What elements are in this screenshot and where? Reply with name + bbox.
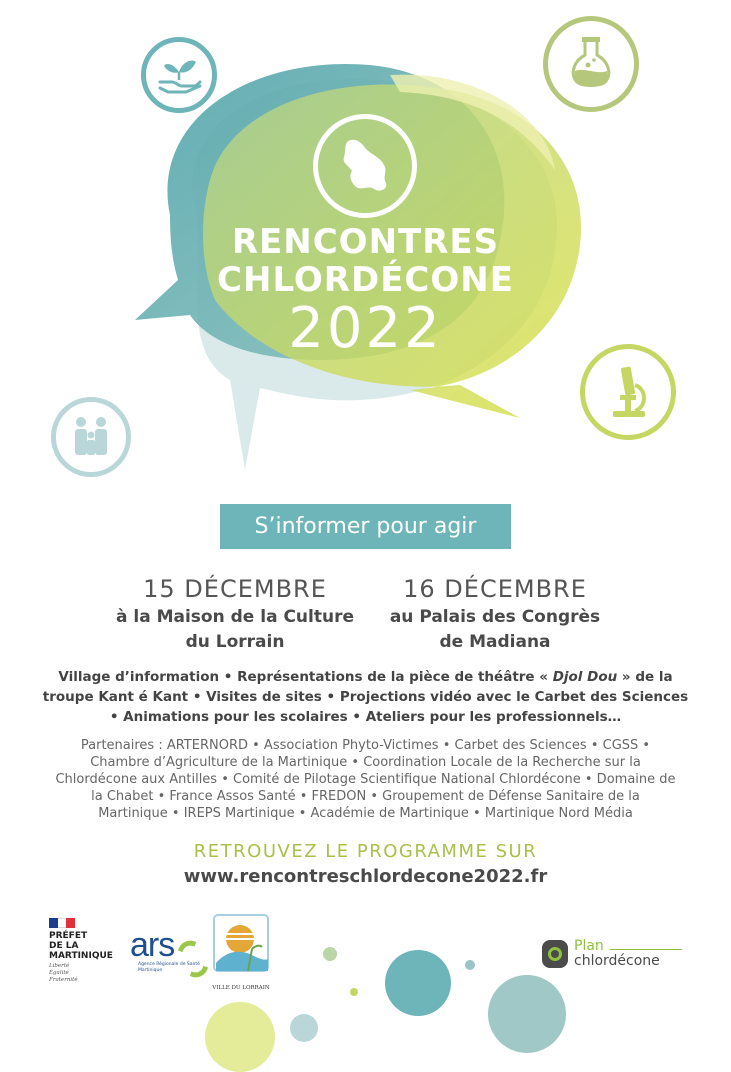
prefet-logo bbox=[47, 918, 127, 990]
plan-line2: chlordécone bbox=[574, 953, 660, 969]
lorrain-logo bbox=[212, 913, 270, 995]
date-2-place-line2: de Madiana bbox=[439, 632, 551, 652]
decor-dot bbox=[205, 1002, 275, 1072]
date-1-place-line1: à la Maison de la Culture bbox=[115, 607, 355, 627]
activities-text bbox=[40, 667, 691, 727]
prefet-line1: PRÉFET bbox=[49, 931, 88, 941]
partners-text: Partenaires : ARTERNORD • Association Phyto-Victimes • Carbet des Sciences • CGSS • Chambre d’Agriculture de la Martinique • Coordination Locale de la Recherche sur la Chlordécone aux Antilles • Comité de Pilotage Scientifique National Chlordécone • Domaine de la Chabet • France Assos Santé • FREDON • Groupement de Défense Sanitaire de la Martinique • IREPS Martinique • Académie de Martinique • Martinique Nord Média bbox=[55, 738, 676, 821]
decor-dot bbox=[465, 960, 475, 970]
date-2-day: 16 DÉCEMBRE bbox=[403, 575, 587, 603]
tagline-text: S’informer pour agir bbox=[254, 514, 477, 539]
event-year: 2022 bbox=[288, 296, 443, 361]
prefet-line3: MARTINIQUE bbox=[49, 951, 113, 961]
martinique-map-icon bbox=[313, 114, 417, 218]
play-title: Djol Dou bbox=[552, 669, 618, 685]
date-1-day: 15 DÉCEMBRE bbox=[143, 575, 327, 603]
family-icon bbox=[51, 397, 131, 477]
devise-line2: Égalité bbox=[49, 970, 69, 976]
ars-sub1: Agence Régionale de Santé bbox=[138, 962, 200, 967]
ars-sub2: Martinique bbox=[138, 968, 163, 973]
event-title-line1: RENCONTRES bbox=[231, 222, 500, 262]
ars-logo bbox=[130, 926, 202, 980]
decor-dot bbox=[488, 975, 566, 1053]
microscope-icon bbox=[580, 344, 676, 440]
lorrain-label: VILLE DU LORRAIN bbox=[212, 985, 270, 991]
decor-dot bbox=[385, 950, 451, 1016]
devise-line3: Fraternité bbox=[49, 977, 78, 983]
plan-chlordecone-logo bbox=[540, 938, 690, 974]
date-2-place-line1: au Palais des Congrès bbox=[389, 607, 601, 627]
flask-icon bbox=[543, 16, 639, 112]
devise-line1: Liberté bbox=[49, 963, 70, 969]
french-flag-icon bbox=[49, 918, 75, 928]
activities-part2: » de la troupe Kant é Kant • Visites de sites • Projections vidéo avec le Carbet des Sciences • Animations pour les scolaires • Ateliers pour les professionnels… bbox=[42, 669, 689, 725]
date-1-place-line2: du Lorrain bbox=[185, 632, 285, 652]
activities-part1: Village d’information • Représentations de la pièce de théâtre « bbox=[58, 669, 553, 685]
ars-s-swoosh bbox=[171, 935, 214, 982]
hand-plant-icon bbox=[141, 37, 217, 113]
program-label: RETROUVEZ LE PROGRAMME SUR bbox=[193, 841, 538, 862]
prefet-line2: DE LA bbox=[49, 941, 79, 951]
plan-line1: Plan bbox=[574, 938, 604, 954]
plan-e-icon-inner bbox=[548, 947, 562, 961]
event-title-line2: CHLORDÉCONE bbox=[217, 260, 514, 300]
decor-dot bbox=[323, 947, 337, 961]
decor-dot bbox=[290, 1014, 318, 1042]
program-url[interactable]: www.rencontreschlordecone2022.fr bbox=[183, 866, 548, 887]
ars-wordmark: ars bbox=[130, 926, 175, 964]
decor-dot bbox=[350, 988, 358, 996]
plan-divider bbox=[610, 949, 682, 950]
